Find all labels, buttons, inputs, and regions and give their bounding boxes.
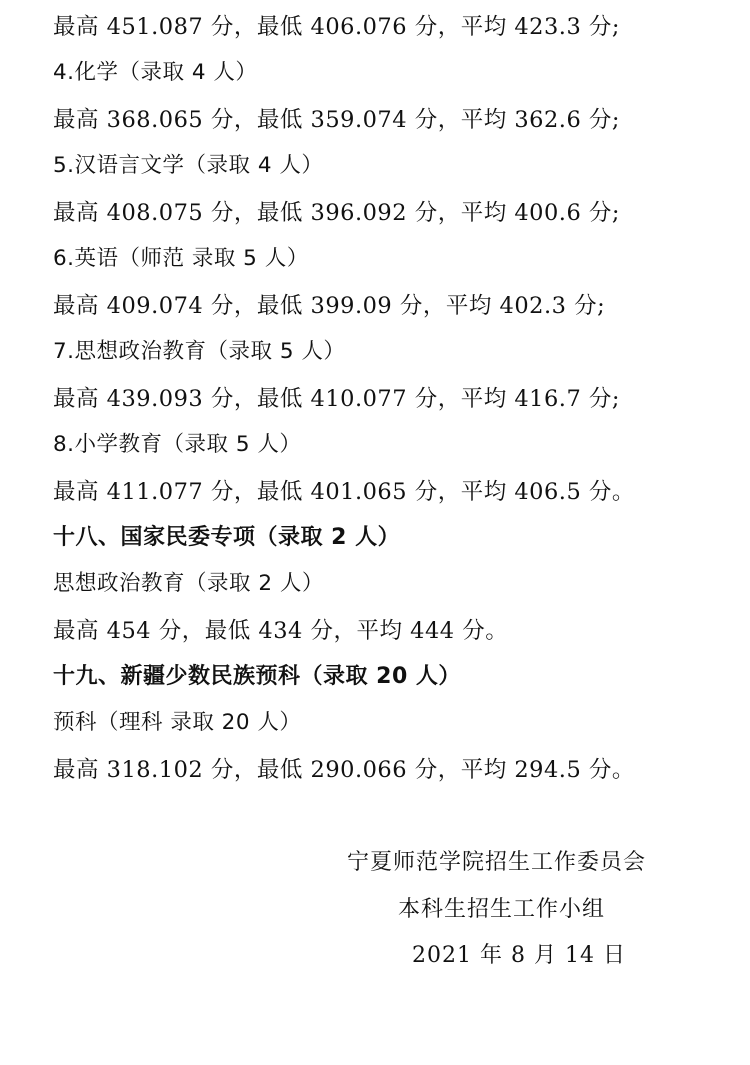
- section-heading: 十八、国家民委专项（录取 2 人）: [53, 525, 401, 550]
- major-heading: 4.化学（录取 4 人）: [53, 60, 258, 85]
- score-line: 最高 408.075 分，最低 396.092 分，平均 400.6 分;: [53, 200, 620, 226]
- signature-date: 2021 年 8 月 14 日: [412, 943, 626, 968]
- signature-org: 宁夏师范学院招生工作委员会: [347, 850, 647, 875]
- major-heading: 7.思想政治教育（录取 5 人）: [53, 339, 346, 364]
- section-heading: 十九、新疆少数民族预科（录取 20 人）: [53, 664, 461, 689]
- major-heading: 5.汉语言文学（录取 4 人）: [53, 153, 324, 178]
- signature-group: 本科生招生工作小组: [398, 897, 606, 922]
- score-line: 最高 454 分，最低 434 分，平均 444 分。: [53, 618, 509, 644]
- score-line: 最高 411.077 分，最低 401.065 分，平均 406.5 分。: [53, 479, 635, 505]
- major-heading: 6.英语（师范 录取 5 人）: [53, 246, 309, 271]
- score-line: 最高 439.093 分，最低 410.077 分，平均 416.7 分;: [53, 386, 620, 412]
- score-line: 最高 368.065 分，最低 359.074 分，平均 362.6 分;: [53, 107, 620, 133]
- major-heading: 思想政治教育（录取 2 人）: [53, 571, 324, 596]
- major-heading: 预科（理科 录取 20 人）: [53, 710, 302, 735]
- score-line: 最高 451.087 分，最低 406.076 分，平均 423.3 分;: [53, 14, 620, 40]
- major-heading: 8.小学教育（录取 5 人）: [53, 432, 302, 457]
- score-line: 最高 318.102 分，最低 290.066 分，平均 294.5 分。: [53, 757, 635, 783]
- score-line: 最高 409.074 分，最低 399.09 分，平均 402.3 分;: [53, 293, 606, 319]
